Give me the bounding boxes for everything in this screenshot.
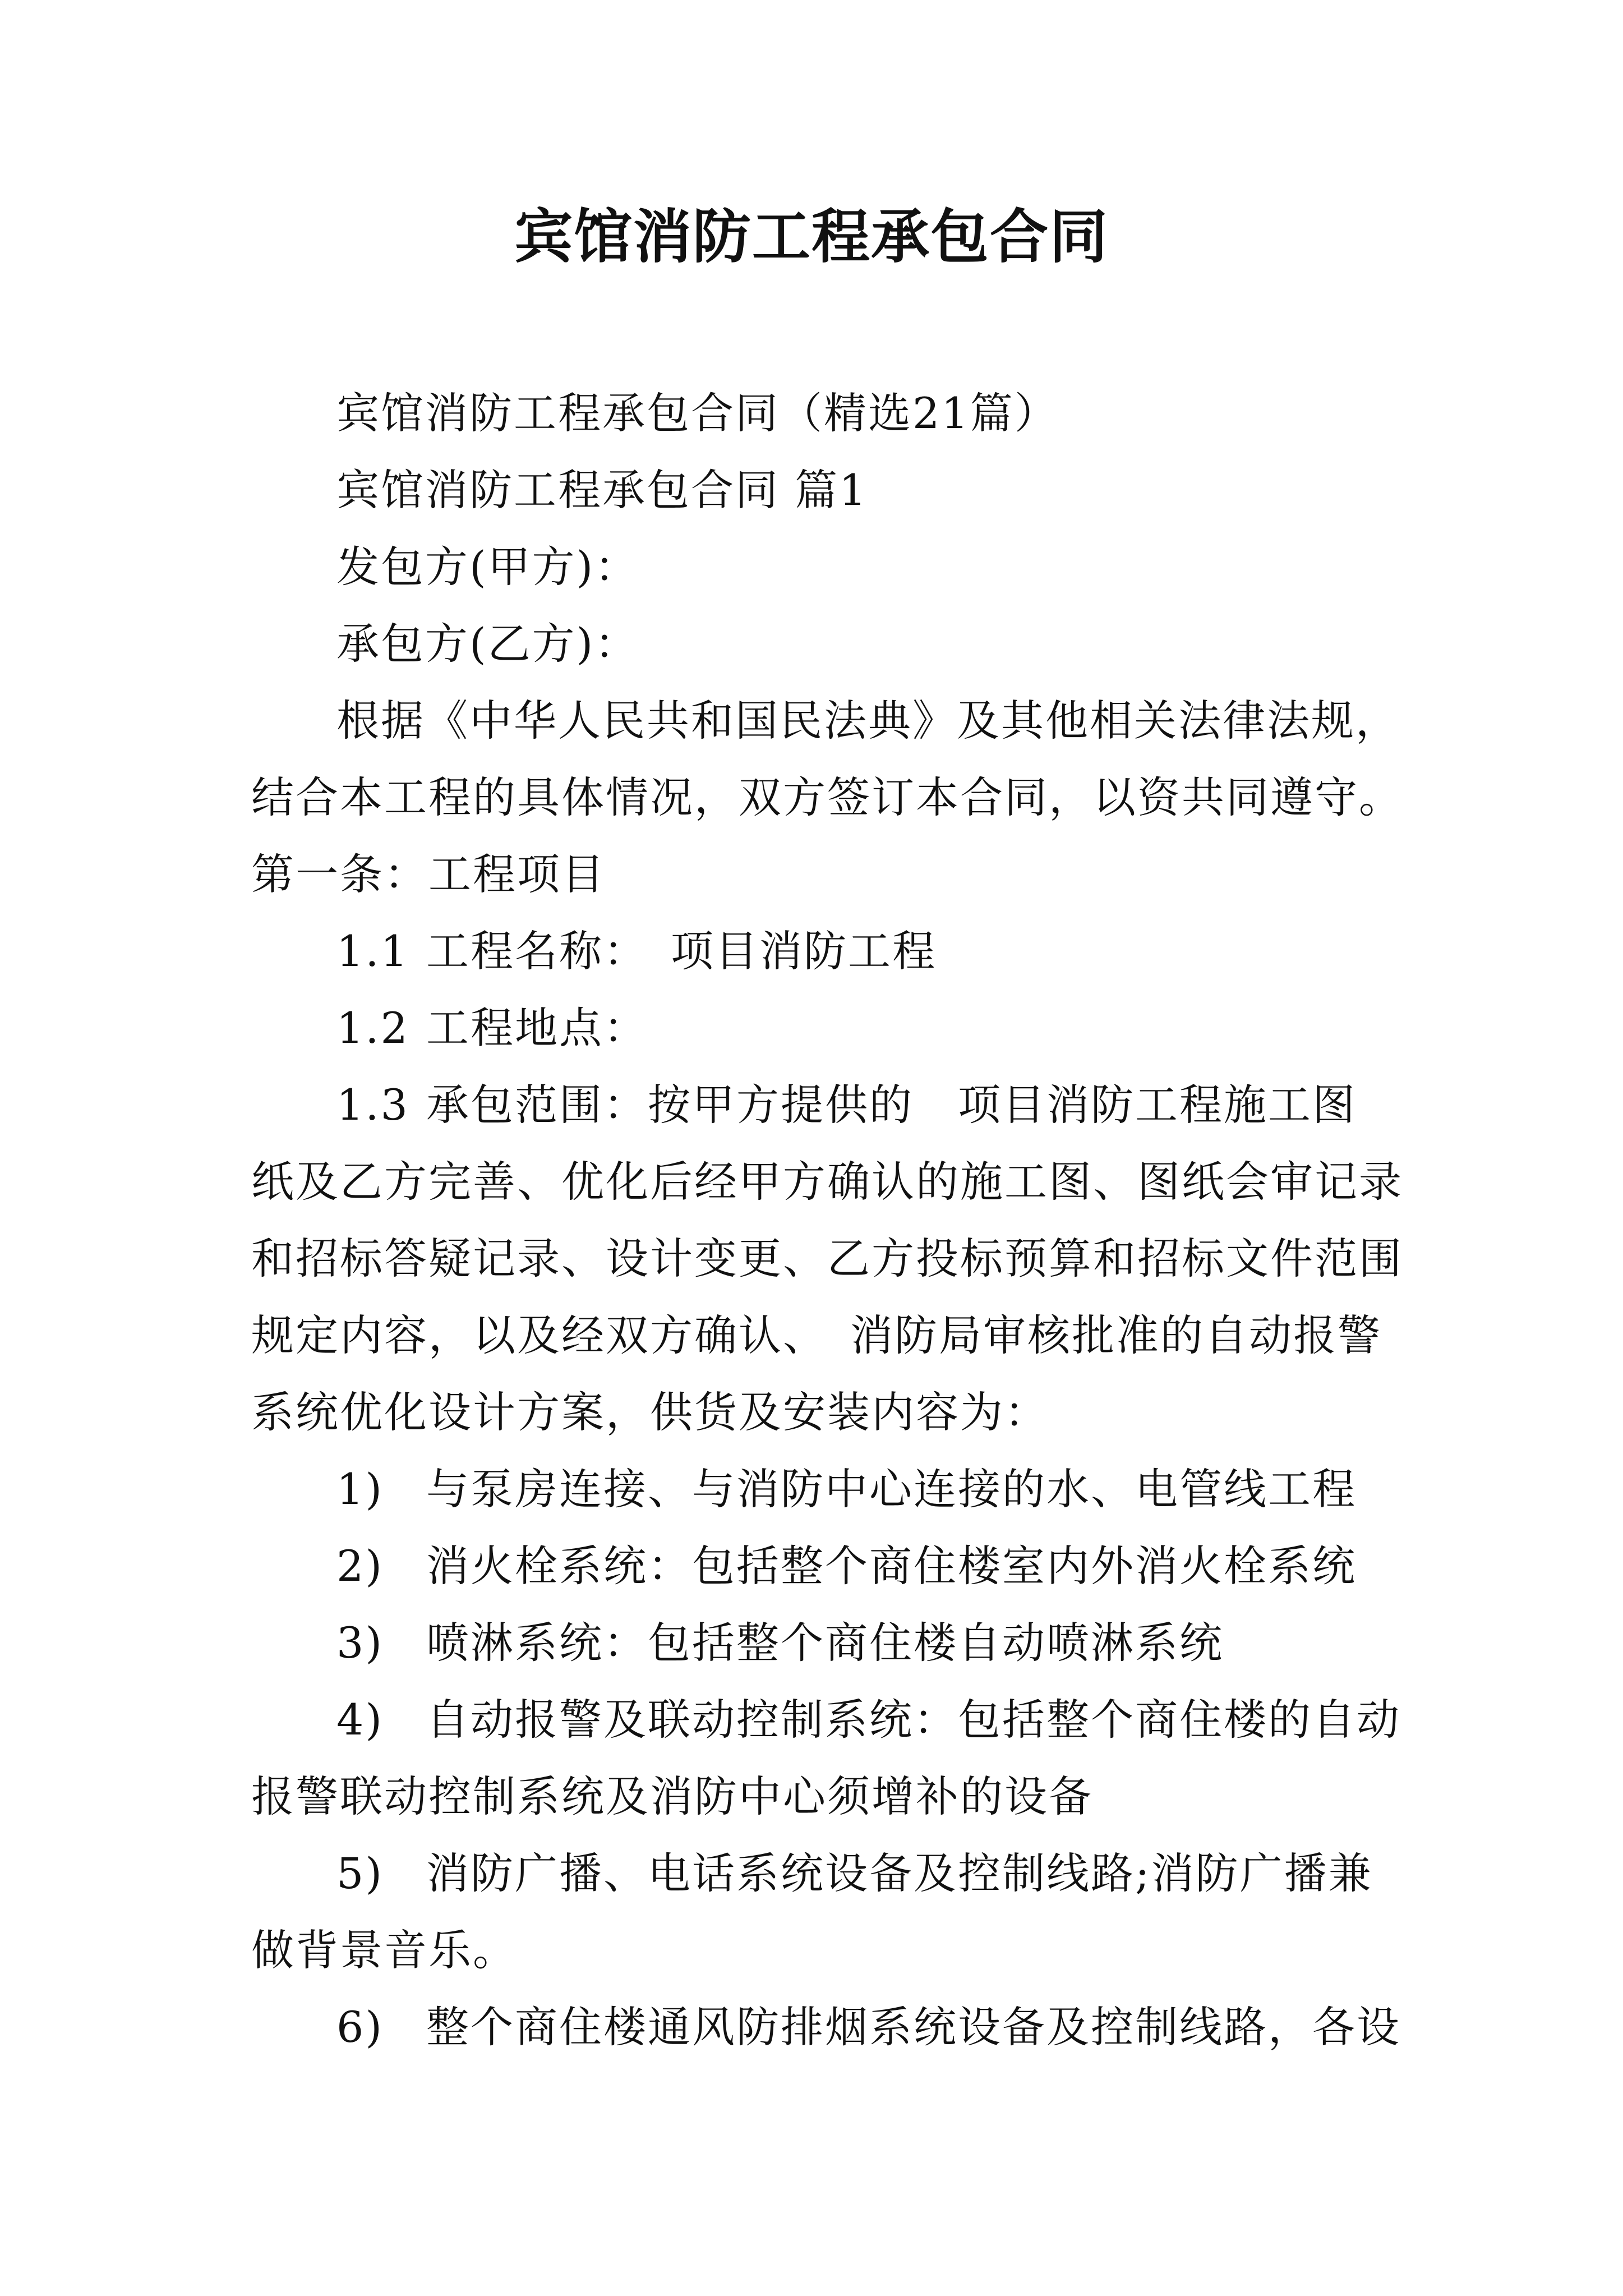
- preamble-line-2: 结合本工程的具体情况，双方签订本合同，以资共同遵守。: [251, 772, 1403, 822]
- clause-number: 1.2: [336, 1003, 409, 1053]
- list-text: 自动报警及联动控制系统：包括整个商住楼的自动: [426, 1695, 1401, 1745]
- list-item-5-cont: 做背景音乐。: [251, 1925, 517, 1975]
- list-number: 3): [336, 1618, 384, 1668]
- clause-number: 1.3: [336, 1080, 409, 1130]
- list-number: 2): [336, 1541, 384, 1591]
- clause-1-2: [251, 990, 1395, 1066]
- list-text: 与泵房连接、与消防中心连接的水、电管线工程: [426, 1464, 1357, 1514]
- list-item-5: [251, 1835, 1395, 1912]
- list-number: 6): [336, 2002, 384, 2052]
- clause-1-1: [251, 913, 1395, 990]
- list-text: 喷淋系统：包括整个商住楼自动喷淋系统: [426, 1618, 1224, 1668]
- clause-1-3-cont-2: 和招标答疑记录、设计变更、乙方投标预算和招标文件范围: [251, 1234, 1403, 1283]
- clause-1-3-cont-3: 规定内容，以及经双方确认、 消防局审核批准的自动报警: [251, 1310, 1382, 1360]
- clause-1-3-cont-1: 纸及乙方完善、优化后经甲方确认的施工图、图纸会审记录: [251, 1157, 1403, 1207]
- document-title: 宾馆消防工程承包合同: [514, 202, 1109, 271]
- document-body: [251, 375, 1403, 2065]
- article-1-heading: 第一条：工程项目: [251, 849, 606, 899]
- clause-text: 工程地点：: [426, 1003, 648, 1053]
- clause-number: 1.1: [336, 926, 409, 976]
- list-item-4: [251, 1681, 1401, 1758]
- preamble-line-1: 根据《中华人民共和国民法典》及其他相关法律法规，: [336, 696, 1400, 746]
- list-number: 5): [336, 1848, 384, 1898]
- list-item-3: [251, 1604, 1395, 1681]
- clause-text: 工程名称： 项目消防工程: [426, 926, 937, 976]
- party-b-line: 承包方(乙方)：: [336, 619, 639, 669]
- clause-text: 承包范围：按甲方提供的 项目消防工程施工图: [426, 1080, 1357, 1130]
- list-text: 消防广播、电话系统设备及控制线路;消防广播兼: [426, 1848, 1373, 1898]
- clause-1-3: [251, 1066, 1395, 1143]
- list-number: 4): [336, 1695, 384, 1745]
- subtitle-line: 宾馆消防工程承包合同（精选21篇）: [336, 388, 1059, 438]
- list-text: 整个商住楼通风防排烟系统设备及控制线路，各设: [426, 2002, 1401, 2052]
- clause-1-3-cont-4: 系统优化设计方案，供货及安装内容为：: [251, 1387, 1049, 1437]
- section-heading: 宾馆消防工程承包合同 篇1: [336, 465, 868, 515]
- list-number: 1): [336, 1464, 384, 1514]
- list-item-6: [251, 1989, 1401, 2065]
- list-item-1: [251, 1451, 1395, 1527]
- list-text: 消火栓系统：包括整个商住楼室内外消火栓系统: [426, 1541, 1357, 1591]
- party-a-line: 发包方(甲方)：: [336, 542, 639, 592]
- list-item-2: [251, 1527, 1395, 1604]
- list-item-4-cont: 报警联动控制系统及消防中心须增补的设备: [251, 1772, 1093, 1821]
